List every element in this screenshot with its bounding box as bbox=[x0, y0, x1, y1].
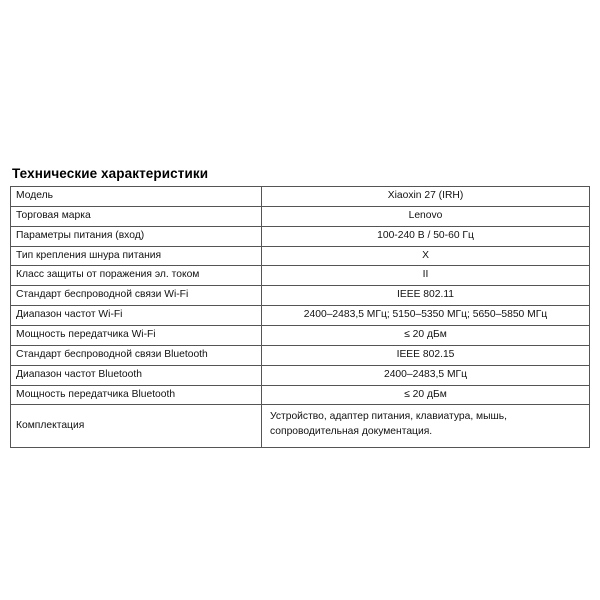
table-row bbox=[11, 246, 590, 266]
row-value: II bbox=[262, 266, 590, 286]
row-label: Мощность передатчика Bluetooth bbox=[11, 385, 262, 405]
row-value: ≤ 20 дБм bbox=[262, 385, 590, 405]
specifications-table bbox=[10, 186, 590, 448]
row-value: IEEE 802.11 bbox=[262, 286, 590, 306]
row-value: IEEE 802.15 bbox=[262, 345, 590, 365]
row-label: Комплектация bbox=[11, 405, 262, 448]
row-label: Диапазон частот Wi-Fi bbox=[11, 306, 262, 326]
table-row bbox=[11, 405, 590, 448]
row-label: Класс защиты от поражения эл. током bbox=[11, 266, 262, 286]
table-row bbox=[11, 226, 590, 246]
table-row bbox=[11, 326, 590, 346]
row-value: X bbox=[262, 246, 590, 266]
row-value: Lenovo bbox=[262, 206, 590, 226]
row-label: Мощность передатчика Wi-Fi bbox=[11, 326, 262, 346]
page-title: Технические характеристики bbox=[12, 166, 209, 181]
row-label: Модель bbox=[11, 187, 262, 207]
row-label: Диапазон частот Bluetooth bbox=[11, 365, 262, 385]
table-row bbox=[11, 385, 590, 405]
table-body bbox=[11, 187, 590, 448]
table-row bbox=[11, 286, 590, 306]
table-row bbox=[11, 187, 590, 207]
table-row bbox=[11, 266, 590, 286]
row-value: 100-240 В / 50-60 Гц bbox=[262, 226, 590, 246]
row-value: 2400–2483,5 МГц; 5150–5350 МГц; 5650–5850 МГц bbox=[262, 306, 590, 326]
row-label: Торговая марка bbox=[11, 206, 262, 226]
table-row bbox=[11, 345, 590, 365]
row-value: Устройство, адаптер питания, клавиатура, мышь, сопроводительная документация. bbox=[262, 405, 590, 448]
table-row bbox=[11, 365, 590, 385]
row-label: Тип крепления шнура питания bbox=[11, 246, 262, 266]
row-label: Параметры питания (вход) bbox=[11, 226, 262, 246]
table-row bbox=[11, 306, 590, 326]
spec-section bbox=[10, 166, 590, 448]
row-label: Стандарт беспроводной связи Wi-Fi bbox=[11, 286, 262, 306]
row-label: Стандарт беспроводной связи Bluetooth bbox=[11, 345, 262, 365]
row-value: ≤ 20 дБм bbox=[262, 326, 590, 346]
row-value: Xiaoxin 27 (IRH) bbox=[262, 187, 590, 207]
row-value: 2400–2483,5 МГц bbox=[262, 365, 590, 385]
table-row bbox=[11, 206, 590, 226]
